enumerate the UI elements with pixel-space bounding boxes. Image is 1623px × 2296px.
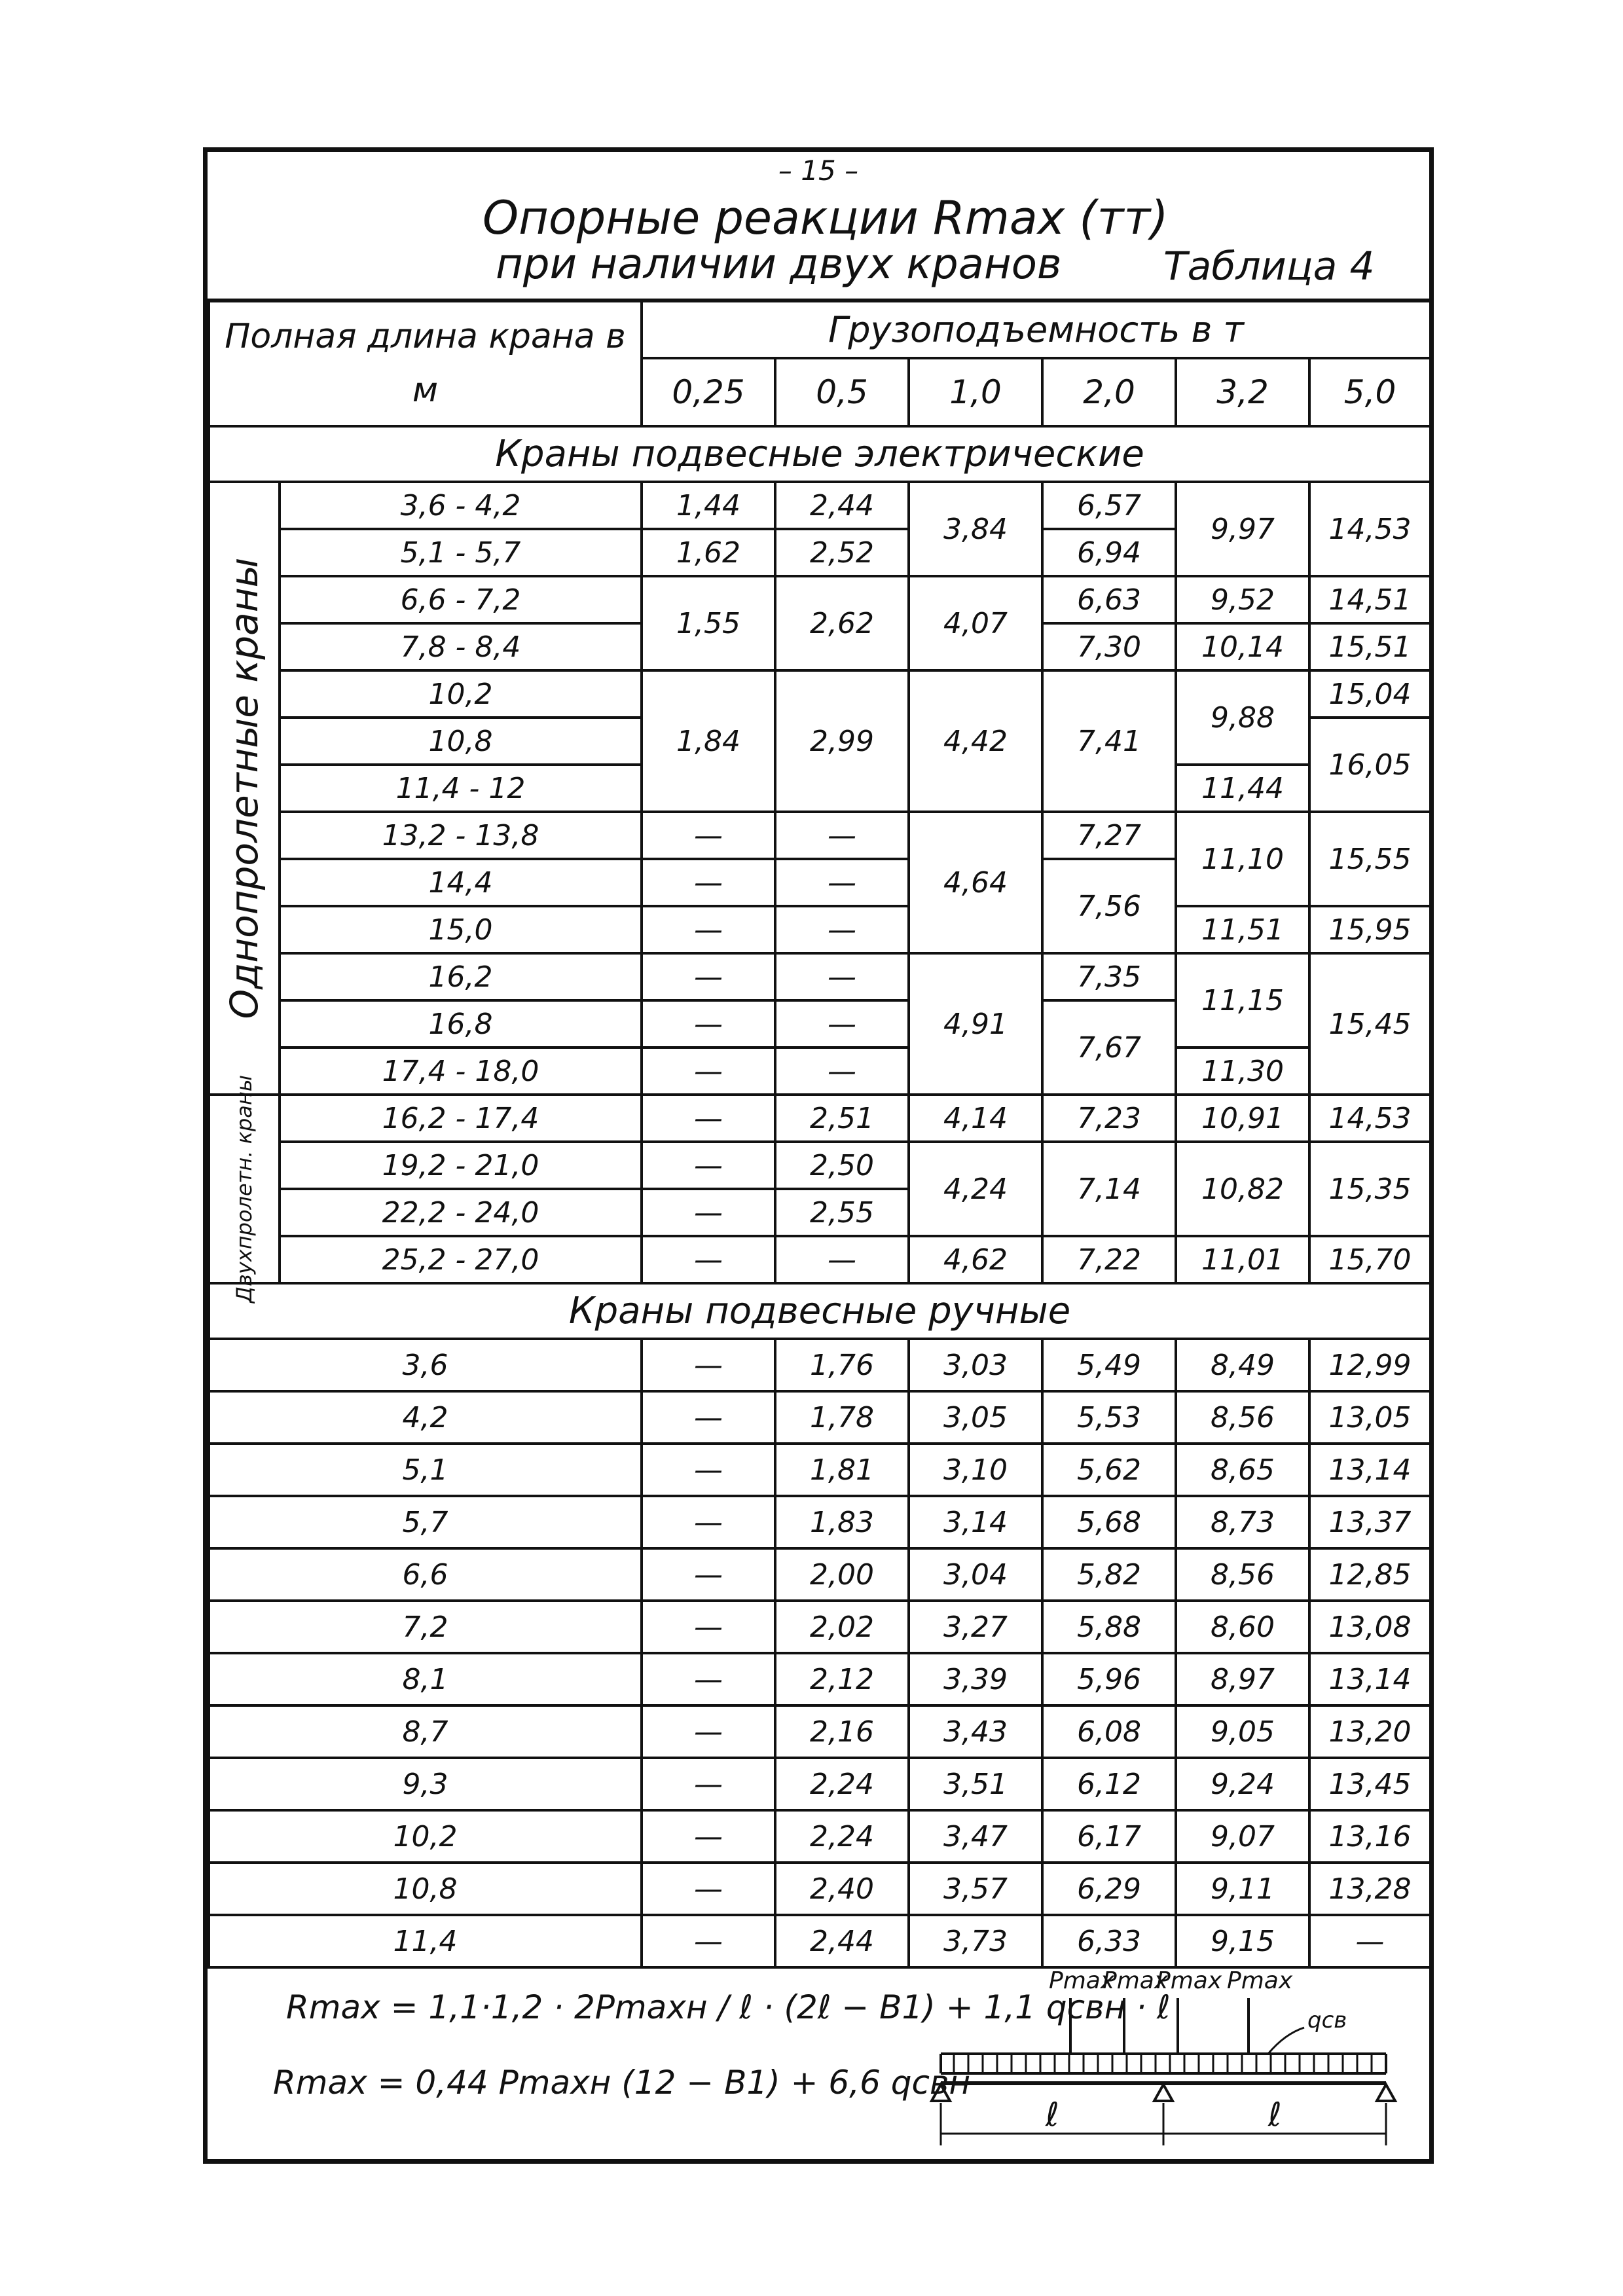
- value-cell: 2,50: [775, 1142, 909, 1189]
- value-cell: —: [775, 906, 909, 953]
- value-cell: 3,03: [909, 1339, 1042, 1391]
- capacity-value: 2,0: [1042, 358, 1176, 426]
- value-cell: 2,55: [775, 1189, 909, 1236]
- length-cell: 3,6: [209, 1339, 642, 1391]
- value-cell: 12,99: [1309, 1339, 1431, 1391]
- length-column-header: Полная длина крана в м: [209, 301, 642, 426]
- length-cell: 5,1 - 5,7: [280, 529, 642, 576]
- value-cell: 6,33: [1042, 1915, 1176, 1967]
- value-cell: —: [642, 1548, 775, 1601]
- value-cell: 4,64: [909, 812, 1042, 953]
- value-cell: 11,01: [1176, 1236, 1309, 1283]
- value-cell: 10,82: [1176, 1142, 1309, 1236]
- value-cell: 13,05: [1309, 1391, 1431, 1444]
- value-cell: 15,70: [1309, 1236, 1431, 1283]
- value-cell: 1,62: [642, 529, 775, 576]
- value-cell: 11,15: [1176, 953, 1309, 1048]
- value-cell: —: [642, 1444, 775, 1496]
- length-cell: 7,8 - 8,4: [280, 623, 642, 670]
- value-cell: 13,14: [1309, 1444, 1431, 1496]
- value-cell: 9,97: [1176, 482, 1309, 576]
- value-cell: 1,83: [775, 1496, 909, 1548]
- value-cell: 13,08: [1309, 1601, 1431, 1653]
- page-number: – 15 –: [778, 155, 859, 187]
- value-cell: 11,51: [1176, 906, 1309, 953]
- length-cell: 25,2 - 27,0: [280, 1236, 642, 1283]
- value-cell: 7,30: [1042, 623, 1176, 670]
- length-cell: 4,2: [209, 1391, 642, 1444]
- value-cell: 2,16: [775, 1705, 909, 1758]
- value-cell: 2,40: [775, 1863, 909, 1915]
- capacity-value: 0,5: [775, 358, 909, 426]
- value-cell: 2,44: [775, 1915, 909, 1967]
- page-header: [208, 152, 1429, 302]
- value-cell: 10,91: [1176, 1095, 1309, 1142]
- value-cell: —: [642, 1095, 775, 1142]
- value-cell: —: [642, 1705, 775, 1758]
- value-cell: 9,88: [1176, 670, 1309, 765]
- value-cell: 13,45: [1309, 1758, 1431, 1810]
- title-line-1: Опорные реакции Rmax (тт): [483, 191, 1169, 245]
- value-cell: —: [642, 1142, 775, 1189]
- value-cell: 6,17: [1042, 1810, 1176, 1863]
- length-cell: 19,2 - 21,0: [280, 1142, 642, 1189]
- value-cell: —: [642, 1758, 775, 1810]
- value-cell: 9,52: [1176, 576, 1309, 623]
- value-cell: 15,55: [1309, 812, 1431, 906]
- value-cell: 5,88: [1042, 1601, 1176, 1653]
- value-cell: 8,73: [1176, 1496, 1309, 1548]
- value-cell: 2,24: [775, 1758, 909, 1810]
- length-cell: 8,7: [209, 1705, 642, 1758]
- length-cell: 9,3: [209, 1758, 642, 1810]
- value-cell: —: [1309, 1915, 1431, 1967]
- capacity-header: Грузоподъемность в т: [642, 301, 1431, 358]
- value-cell: 11,44: [1176, 765, 1309, 812]
- value-cell: 9,11: [1176, 1863, 1309, 1915]
- value-cell: 11,10: [1176, 812, 1309, 906]
- value-cell: 2,62: [775, 576, 909, 670]
- value-cell: 6,63: [1042, 576, 1176, 623]
- value-cell: 6,12: [1042, 1758, 1176, 1810]
- value-cell: —: [775, 812, 909, 859]
- value-cell: 3,47: [909, 1810, 1042, 1863]
- value-cell: 5,96: [1042, 1653, 1176, 1705]
- value-cell: —: [775, 1048, 909, 1095]
- capacity-value: 3,2: [1176, 358, 1309, 426]
- page-frame: [203, 147, 1434, 2164]
- load-label: Pmax: [1049, 1967, 1115, 1994]
- value-cell: 16,05: [1309, 718, 1431, 812]
- length-cell: 15,0: [280, 906, 642, 953]
- value-cell: 2,12: [775, 1653, 909, 1705]
- value-cell: 8,56: [1176, 1548, 1309, 1601]
- load-label: Pmax: [1103, 1967, 1169, 1994]
- value-cell: 8,60: [1176, 1601, 1309, 1653]
- length-cell: 10,2: [209, 1810, 642, 1863]
- value-cell: —: [642, 1601, 775, 1653]
- value-cell: 5,49: [1042, 1339, 1176, 1391]
- load-label: Pmax: [1156, 1967, 1222, 1994]
- value-cell: 7,41: [1042, 670, 1176, 812]
- value-cell: —: [642, 812, 775, 859]
- value-cell: 9,07: [1176, 1810, 1309, 1863]
- reactions-table: [208, 299, 1432, 1969]
- value-cell: —: [642, 1391, 775, 1444]
- value-cell: 4,62: [909, 1236, 1042, 1283]
- value-cell: —: [642, 1915, 775, 1967]
- beam-diagram-svg: [928, 1962, 1399, 2152]
- value-cell: 8,49: [1176, 1339, 1309, 1391]
- value-cell: —: [642, 1653, 775, 1705]
- value-cell: —: [642, 1000, 775, 1048]
- value-cell: 3,05: [909, 1391, 1042, 1444]
- value-cell: —: [642, 1236, 775, 1283]
- formula-2: Rmax = 0,44 Pmaxн (12 − B1) + 6,6 qсвн: [273, 2064, 971, 2102]
- length-cell: 13,2 - 13,8: [280, 812, 642, 859]
- value-cell: 3,27: [909, 1601, 1042, 1653]
- group-double-span: [209, 1074, 280, 1303]
- value-cell: 5,53: [1042, 1391, 1176, 1444]
- value-cell: 7,27: [1042, 812, 1176, 859]
- value-cell: 6,29: [1042, 1863, 1176, 1915]
- capacity-value: 0,25: [642, 358, 775, 426]
- value-cell: —: [642, 953, 775, 1000]
- value-cell: 6,08: [1042, 1705, 1176, 1758]
- value-cell: —: [775, 1000, 909, 1048]
- value-cell: —: [642, 859, 775, 906]
- value-cell: —: [775, 1236, 909, 1283]
- value-cell: 6,94: [1042, 529, 1176, 576]
- value-cell: 3,39: [909, 1653, 1042, 1705]
- value-cell: 2,00: [775, 1548, 909, 1601]
- value-cell: 15,51: [1309, 623, 1431, 670]
- value-cell: 5,68: [1042, 1496, 1176, 1548]
- value-cell: 13,28: [1309, 1863, 1431, 1915]
- value-cell: 13,16: [1309, 1810, 1431, 1863]
- formula-area: [208, 1949, 1429, 2159]
- length-cell: 6,6: [209, 1548, 642, 1601]
- value-cell: 3,51: [909, 1758, 1042, 1810]
- value-cell: 7,67: [1042, 1000, 1176, 1095]
- value-cell: 1,76: [775, 1339, 909, 1391]
- value-cell: 14,53: [1309, 1095, 1431, 1142]
- value-cell: 7,56: [1042, 859, 1176, 953]
- capacity-value: 5,0: [1309, 358, 1431, 426]
- value-cell: 9,05: [1176, 1705, 1309, 1758]
- value-cell: 9,24: [1176, 1758, 1309, 1810]
- value-cell: —: [775, 859, 909, 906]
- value-cell: 7,14: [1042, 1142, 1176, 1236]
- length-cell: 22,2 - 24,0: [280, 1189, 642, 1236]
- value-cell: 3,84: [909, 482, 1042, 576]
- section-electric-title: Краны подвесные электрические: [209, 426, 1431, 482]
- group-single-label: Однопролетные краны: [222, 557, 266, 1019]
- value-cell: 12,85: [1309, 1548, 1431, 1601]
- value-cell: 4,42: [909, 670, 1042, 812]
- value-cell: 15,45: [1309, 953, 1431, 1095]
- value-cell: 15,35: [1309, 1142, 1431, 1236]
- span-label: ℓ: [1268, 2096, 1282, 2134]
- length-cell: 17,4 - 18,0: [280, 1048, 642, 1095]
- value-cell: 4,07: [909, 576, 1042, 670]
- value-cell: 14,51: [1309, 576, 1431, 623]
- group-double-label: Двухпролетн. краны: [232, 1074, 257, 1303]
- value-cell: 13,20: [1309, 1705, 1431, 1758]
- value-cell: 5,82: [1042, 1548, 1176, 1601]
- value-cell: 1,44: [642, 482, 775, 529]
- value-cell: 7,35: [1042, 953, 1176, 1000]
- length-cell: 5,1: [209, 1444, 642, 1496]
- formula-1: Rmax = 1,1·1,2 · 2Pmaxн / ℓ · (2ℓ − B1) + 1,1 qсвн · ℓ: [286, 1988, 1171, 2026]
- length-cell: 3,6 - 4,2: [280, 482, 642, 529]
- value-cell: 13,14: [1309, 1653, 1431, 1705]
- length-cell: 5,7: [209, 1496, 642, 1548]
- length-cell: 14,4: [280, 859, 642, 906]
- length-cell: 10,8: [209, 1863, 642, 1915]
- value-cell: 7,23: [1042, 1095, 1176, 1142]
- value-cell: 13,37: [1309, 1496, 1431, 1548]
- length-cell: 16,2: [280, 953, 642, 1000]
- value-cell: 3,10: [909, 1444, 1042, 1496]
- value-cell: 3,14: [909, 1496, 1042, 1548]
- length-cell: 8,1: [209, 1653, 642, 1705]
- length-cell: 16,8: [280, 1000, 642, 1048]
- value-cell: —: [642, 906, 775, 953]
- value-cell: 4,14: [909, 1095, 1042, 1142]
- value-cell: 10,14: [1176, 623, 1309, 670]
- value-cell: 6,57: [1042, 482, 1176, 529]
- value-cell: 7,22: [1042, 1236, 1176, 1283]
- length-cell: 7,2: [209, 1601, 642, 1653]
- capacity-value: 1,0: [909, 358, 1042, 426]
- value-cell: 3,73: [909, 1915, 1042, 1967]
- value-cell: 3,43: [909, 1705, 1042, 1758]
- table-label: Таблица 4: [1163, 244, 1375, 289]
- title-line-2: при наличии двух кранов: [496, 240, 1062, 289]
- value-cell: 1,55: [642, 576, 775, 670]
- value-cell: 14,53: [1309, 482, 1431, 576]
- value-cell: 9,15: [1176, 1915, 1309, 1967]
- value-cell: —: [642, 1189, 775, 1236]
- value-cell: 15,95: [1309, 906, 1431, 953]
- value-cell: —: [642, 1048, 775, 1095]
- section-manual-title: Краны подвесные ручные: [209, 1283, 1431, 1339]
- value-cell: 2,99: [775, 670, 909, 812]
- q-label: qсв: [1307, 2007, 1347, 2033]
- value-cell: —: [642, 1339, 775, 1391]
- length-cell: 11,4: [209, 1915, 642, 1967]
- value-cell: 2,51: [775, 1095, 909, 1142]
- length-cell: 10,8: [280, 718, 642, 765]
- value-cell: 4,91: [909, 953, 1042, 1095]
- value-cell: 2,02: [775, 1601, 909, 1653]
- span-label: ℓ: [1046, 2096, 1059, 2134]
- value-cell: 4,24: [909, 1142, 1042, 1236]
- value-cell: —: [642, 1496, 775, 1548]
- length-cell: 11,4 - 12: [280, 765, 642, 812]
- value-cell: 1,78: [775, 1391, 909, 1444]
- value-cell: 5,62: [1042, 1444, 1176, 1496]
- value-cell: 8,65: [1176, 1444, 1309, 1496]
- value-cell: 1,81: [775, 1444, 909, 1496]
- length-cell: 16,2 - 17,4: [280, 1095, 642, 1142]
- value-cell: 2,24: [775, 1810, 909, 1863]
- value-cell: 2,44: [775, 482, 909, 529]
- value-cell: 11,30: [1176, 1048, 1309, 1095]
- load-label: Pmax: [1227, 1967, 1293, 1994]
- value-cell: —: [775, 953, 909, 1000]
- value-cell: 3,57: [909, 1863, 1042, 1915]
- length-cell: 6,6 - 7,2: [280, 576, 642, 623]
- value-cell: 8,97: [1176, 1653, 1309, 1705]
- length-cell: 10,2: [280, 670, 642, 718]
- value-cell: 1,84: [642, 670, 775, 812]
- value-cell: —: [642, 1863, 775, 1915]
- value-cell: 15,04: [1309, 670, 1431, 718]
- value-cell: —: [642, 1810, 775, 1863]
- beam-diagram: [928, 1962, 1399, 2152]
- value-cell: 8,56: [1176, 1391, 1309, 1444]
- value-cell: 3,04: [909, 1548, 1042, 1601]
- group-single-span: [209, 482, 280, 1095]
- value-cell: 2,52: [775, 529, 909, 576]
